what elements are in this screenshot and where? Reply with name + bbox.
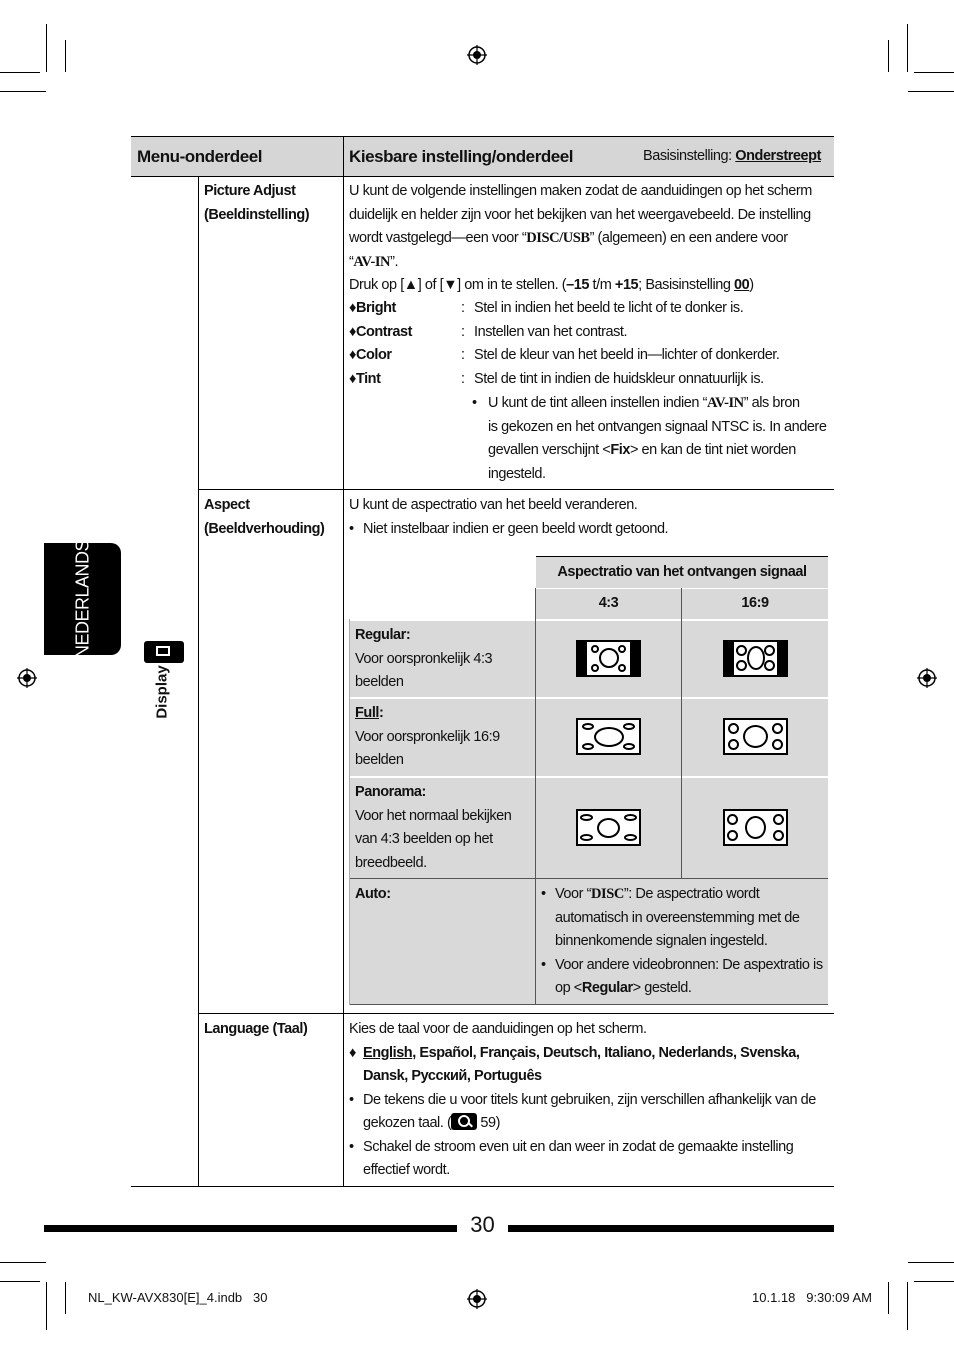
- picture-adjust-name: Picture Adjust (Beeldinstelling): [204, 183, 310, 223]
- crop-mark: [914, 72, 954, 73]
- language-tab-label: NEDERLANDS: [72, 539, 93, 659]
- list-item: ♦Contrast : Instellen van het contrast.: [349, 323, 628, 340]
- crop-mark: [908, 1262, 954, 1263]
- header-default-note: Basisinstelling: Onderstreept: [643, 148, 821, 164]
- crop-mark: [907, 24, 908, 72]
- crop-mark: [0, 91, 46, 92]
- footer-rule: [508, 1225, 834, 1232]
- column-4-3: 4:3: [598, 595, 619, 611]
- search-reference-icon: [451, 1113, 477, 1130]
- crop-mark: [888, 40, 889, 72]
- crop-mark: [0, 72, 40, 73]
- crop-mark: [65, 40, 66, 72]
- full-16-9-icon: [723, 718, 788, 755]
- crop-mark: [908, 91, 954, 92]
- regular-16-9-icon: [723, 640, 788, 677]
- list-item: ♦Tint : Stel de tint in indien de huidskleur onnatuurlijk is.: [349, 370, 764, 387]
- auto-title: Auto:: [355, 886, 391, 902]
- picture-adjust-description: U kunt de volgende instellingen maken zodat de aanduidingen op het scherm duidelijk en helder zijn voor het bekijken van het weergavebeeld. De instelling wordt vastgelegd—een voor “DISC/USB” (algemeen) en een andere voor “AV-IN”. Druk op [▲] of [▼] om in te stellen. (–15 t/m +15; Basisinstelling 00): [349, 183, 812, 293]
- language-name: Language (Taal): [204, 1021, 308, 1037]
- display-icon: [144, 641, 184, 663]
- list-item: ♦Bright : Stel in indien het beeld te licht of te donker is.: [349, 300, 744, 316]
- aspect-intro: U kunt de aspectratio van het beeld veranderen. • Niet instelbaar indien er geen beeld wordt getoond.: [349, 497, 669, 537]
- footer-date: 10.1.18 9:30:09 AM: [752, 1290, 872, 1305]
- footer-rule: [44, 1225, 457, 1232]
- crop-mark: [65, 1282, 66, 1314]
- header-col2: Kiesbare instelling/onderdeel: [349, 147, 574, 166]
- full-4-3-icon: [576, 718, 641, 755]
- crop-mark: [46, 1282, 47, 1330]
- crop-mark: [0, 1262, 46, 1263]
- header-col1: Menu-onderdeel: [137, 147, 262, 166]
- registration-mark-icon: [17, 668, 37, 688]
- aspect-table-title: Aspectratio van het ontvangen signaal: [557, 564, 807, 580]
- crop-mark: [888, 1282, 889, 1314]
- panorama-16-9-icon: [723, 809, 788, 846]
- list-item: ♦Color : Stel de kleur van het beeld in—lichter of donkerder.: [349, 347, 780, 363]
- table-row: Panorama: Voor het normaal bekijken van 4:3 beelden op het breedbeeld.: [355, 784, 512, 871]
- registration-mark-icon: [467, 1289, 487, 1309]
- registration-mark-icon: [917, 668, 937, 688]
- crop-mark: [914, 1281, 954, 1282]
- crop-mark: [46, 24, 47, 72]
- panorama-4-3-icon: [576, 809, 641, 846]
- aspect-name: Aspect (Beeldverhouding): [204, 497, 325, 537]
- crop-mark: [907, 1282, 908, 1330]
- auto-description: • Voor “DISC”: De aspectratio wordt automatisch in overeenstemming met de binnenkomende signalen ingesteld. • Voor andere videobronnen: De aspextratio is op <Regular> gesteld.: [541, 886, 823, 996]
- language-tab: [44, 539, 121, 659]
- page-number: 30: [470, 1212, 495, 1237]
- tint-note: • U kunt de tint alleen instellen indien “AV-IN” als bron is gekozen en het ontvangen signaal NTSC is. In andere gevallen verschijnt <Fix> en kan de tint niet worden ingesteld.: [472, 395, 827, 482]
- regular-4-3-icon: [576, 640, 641, 677]
- picture-adjust-items: [349, 297, 829, 391]
- crop-mark: [0, 1281, 40, 1282]
- language-description: Kies de taal voor de aanduidingen op het scherm. ♦ English, Español, Français, Deutsch, Italiano, Nederlands, Svenska, Dansk, Русский, Português • De tekens die u voor titels kunt gebruiken, zijn verschillen afhankelijk van de gekozen taal. ( 59) • Schakel de stroom even uit en dan weer in zodat de gemaakte instelling effectief wordt.: [349, 1021, 816, 1178]
- table-row: Full: Voor oorspronkelijk 16:9 beelden: [355, 705, 500, 768]
- table-row: Regular: Voor oorspronkelijk 4:3 beelden: [355, 627, 493, 690]
- footer-file: NL_KW-AVX830[E]_4.indb 30: [88, 1290, 268, 1305]
- registration-mark-icon: [467, 45, 487, 65]
- column-16-9: 16:9: [741, 595, 769, 611]
- section-label: Display: [153, 665, 171, 719]
